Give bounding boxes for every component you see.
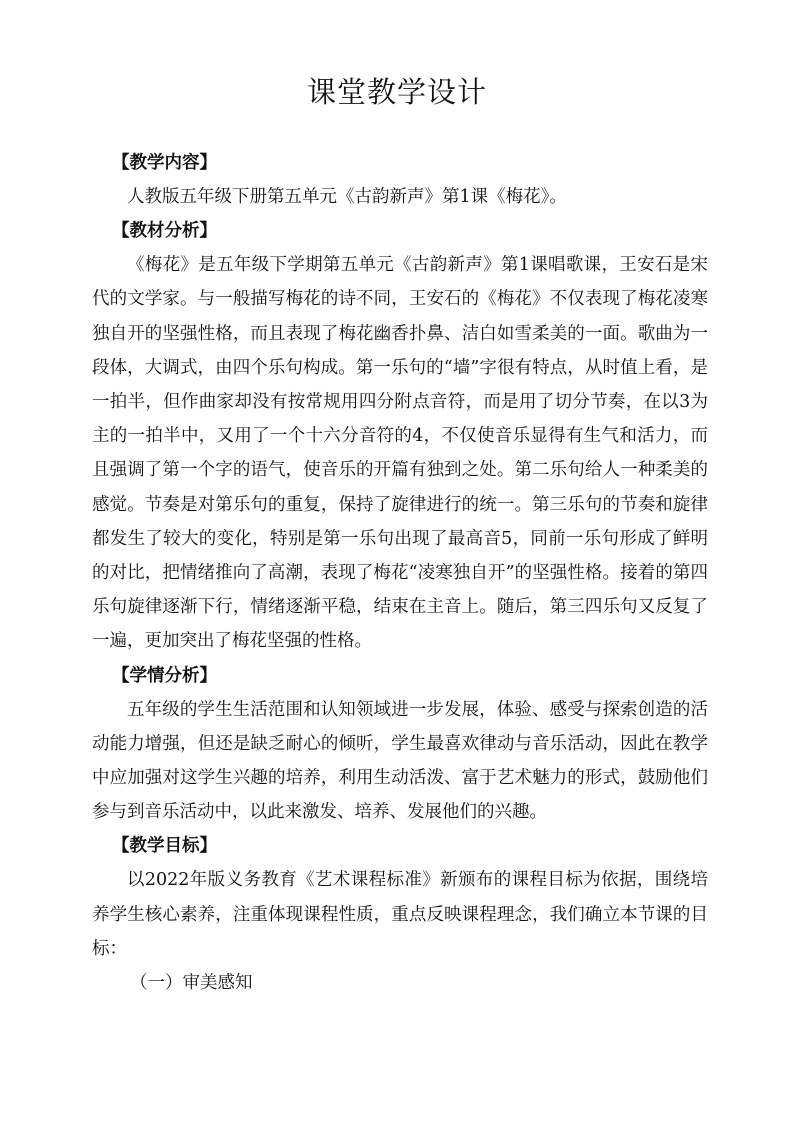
section-teaching-content <box>92 146 708 214</box>
objective-subheading: （一）审美感知 <box>130 973 253 994</box>
section-heading: 【教学目标】 <box>112 836 217 857</box>
section-teaching-objectives <box>92 829 708 1000</box>
section-heading: 【学情分析】 <box>112 665 217 686</box>
section-material-analysis <box>92 214 708 658</box>
paragraph: 《梅花》是五年级下学期第五单元《古韵新声》第1课唱歌课，王安石是宋代的文学家。与一般描写梅花的诗不同，王安石的《梅花》不仅表现了梅花凌寒独自开的坚强性格，而且表现了梅花幽香扑鼻、洁白如雪柔美的一面。歌曲为一段体，大调式，由四个乐句构成。第一乐句的“墙”字很有特点，从时值上看，是一拍半，但作曲家却没有按常规用四分附点音符，而是用了切分节奏，在以3为主的一拍半中，又用了一个十六分音符的4，不仅使音乐显得有生气和活力，而且强调了第一个字的语气，使音乐的开篇有独到之处。第二乐句给人一种柔美的感觉。节奏是对第乐句的重复，保持了旋律进行的统一。第三乐句的节奏和旋律都发生了较大的变化，特别是第一乐句出现了最高音5，同前一乐句形成了鲜明的对比，把情绪推向了高潮，表现了梅花“凌寒独自开”的坚强性格。接着的第四乐句旋律逐渐下行，情绪逐渐平稳，结束在主音上。随后，第三四乐句又反复了一遍，更加突出了梅花坚强的性格。 <box>92 255 708 652</box>
section-heading: 【教材分析】 <box>112 221 217 242</box>
section-heading: 【教学内容】 <box>112 153 217 173</box>
document-title: 课堂教学设计 <box>306 75 487 109</box>
paragraph: 人教版五年级下册第五单元《古韵新声》第1课《梅花》。 <box>127 187 567 207</box>
paragraph: 五年级的学生生活范围和认知领域进一步发展，体验、感受与探索创造的活动能力增强，但还是缺乏耐心的倾听，学生最喜欢律动与音乐活动，因此在教学中应加强对这学生兴趣的培养，利用生动活泼、富于艺术魅力的形式，鼓励他们参与到音乐活动中，以此来激发、培养、发展他们的兴趣。 <box>92 699 708 823</box>
paragraph: 以2022年版义务教育《艺术课程标准》新颁布的课程目标为依据，围绕培养学生核心素养，注重体现课程性质，重点反映课程理念，我们确立本节课的目标： <box>92 870 708 959</box>
document-body <box>92 146 708 1000</box>
section-learner-analysis <box>92 659 708 830</box>
